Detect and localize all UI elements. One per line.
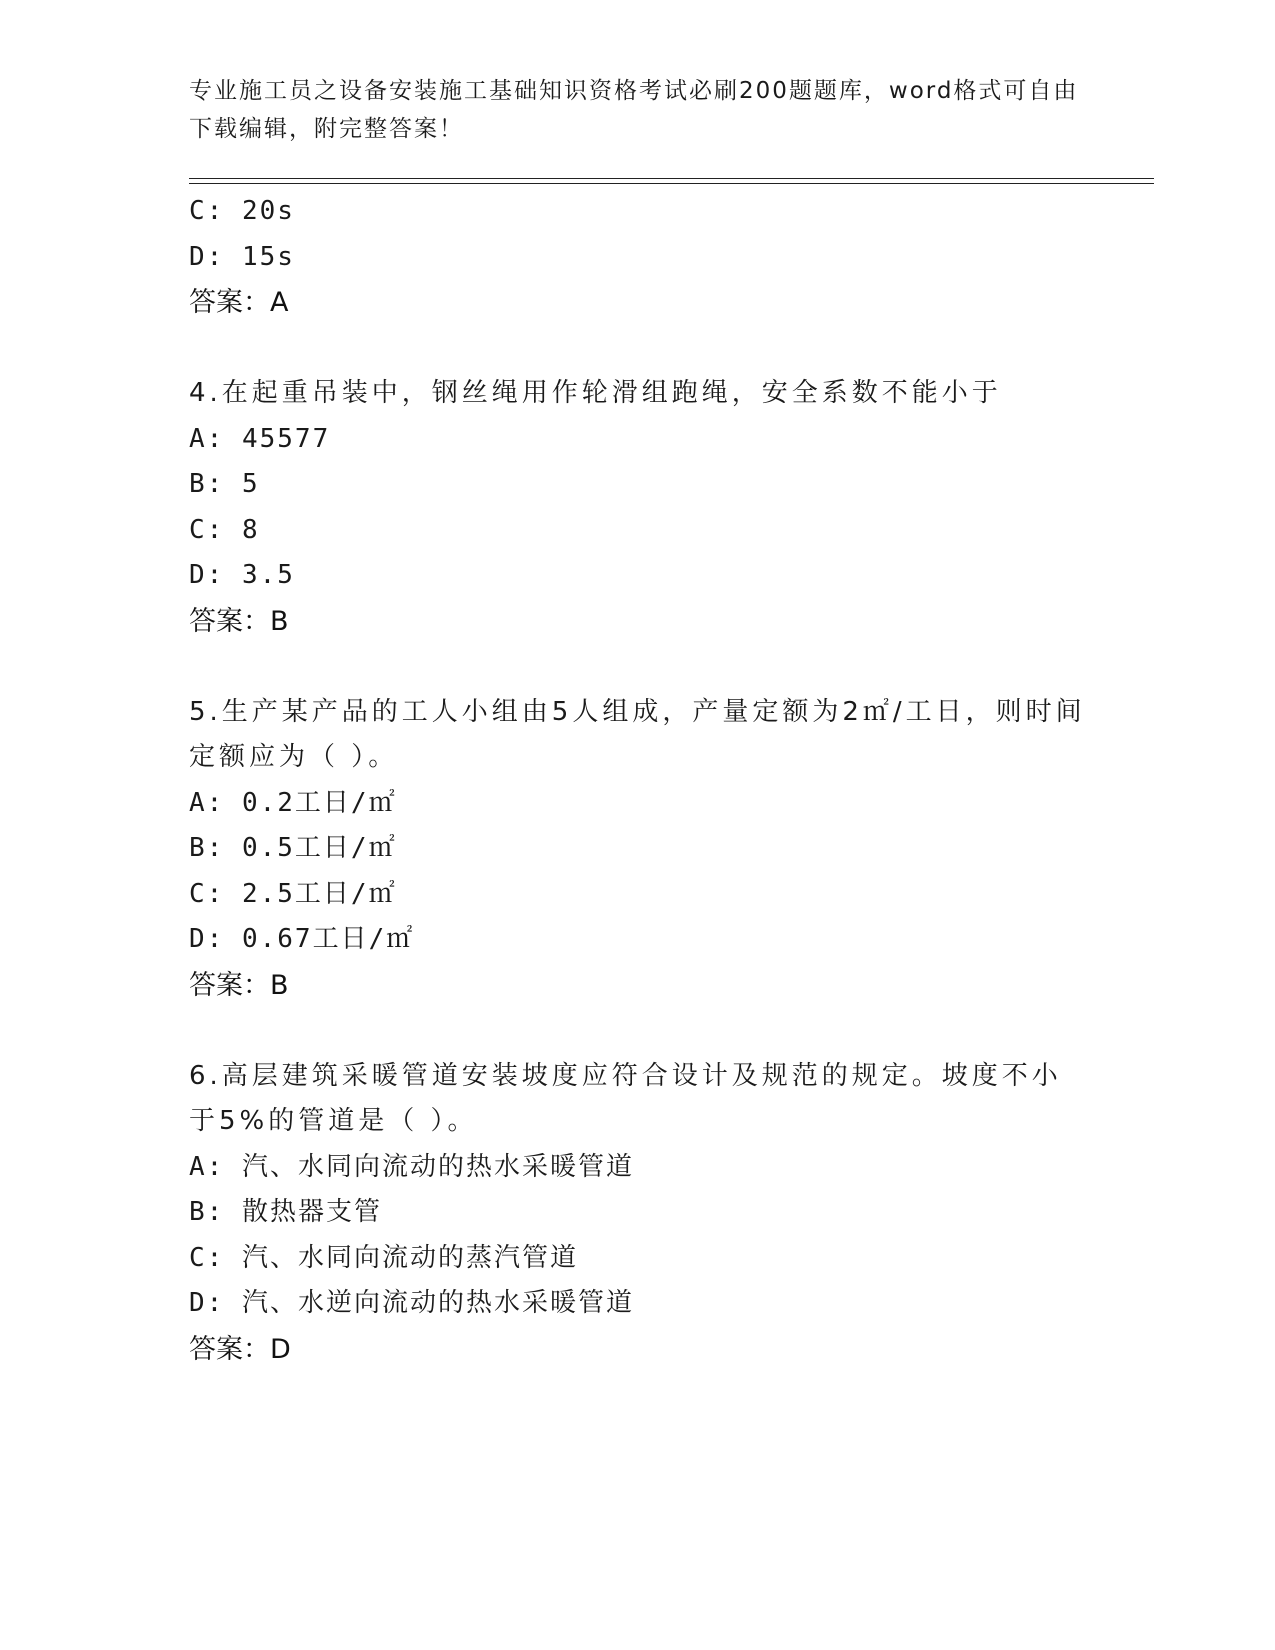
question-6 (189, 1054, 1089, 1373)
option-b: B: 5 (189, 469, 260, 499)
spacer (189, 326, 1089, 372)
document-header: 专业施工员之设备安装施工基础知识资格考试必刷200题题库，word格式可自由下载编辑，附完整答案！ (189, 78, 1079, 142)
question-text: 5.生产某产品的工人小组由5人组成，产量定额为2㎡/工日，则时间定额应为（ ）。 (189, 696, 1086, 772)
answer-line: 答案：A (189, 287, 289, 318)
question-text: 6.高层建筑采暖管道安装坡度应符合设计及规范的规定。坡度不小于5%的管道是（ ）。 (189, 1060, 1062, 1136)
option-c: C: 8 (189, 514, 260, 545)
header-divider-top (189, 178, 1154, 179)
option-c: C: 汽、水同向流动的蒸汽管道 (189, 1242, 578, 1273)
header-divider-bottom (189, 183, 1154, 184)
option-a: A: 0.2工日/㎡ (189, 787, 397, 818)
answer-line: 答案：D (189, 1333, 291, 1365)
question-3-tail (189, 189, 1089, 326)
option-b: B: 0.5工日/㎡ (189, 833, 397, 863)
question-list (189, 189, 1089, 1372)
question-5 (189, 690, 1089, 1009)
question-4 (189, 371, 1089, 644)
spacer (189, 644, 1089, 690)
option-a: A: 汽、水同向流动的热水采暖管道 (189, 1151, 634, 1182)
spacer (189, 1008, 1089, 1054)
option-d: D: 15s (189, 241, 295, 272)
option-c: C: 2.5工日/㎡ (189, 878, 397, 909)
option-a: A: 45577 (189, 423, 331, 454)
option-b: B: 散热器支管 (189, 1197, 382, 1227)
answer-line: 答案：B (189, 969, 289, 1001)
question-text: 4.在起重吊装中，钢丝绳用作轮滑组跑绳，安全系数不能小于 (189, 378, 1002, 408)
option-c: C: 20s (189, 196, 295, 226)
option-d: D: 汽、水逆向流动的热水采暖管道 (189, 1288, 634, 1318)
option-d: D: 3.5 (189, 560, 295, 590)
option-d: D: 0.67工日/㎡ (189, 924, 415, 954)
answer-line: 答案：B (189, 605, 289, 637)
